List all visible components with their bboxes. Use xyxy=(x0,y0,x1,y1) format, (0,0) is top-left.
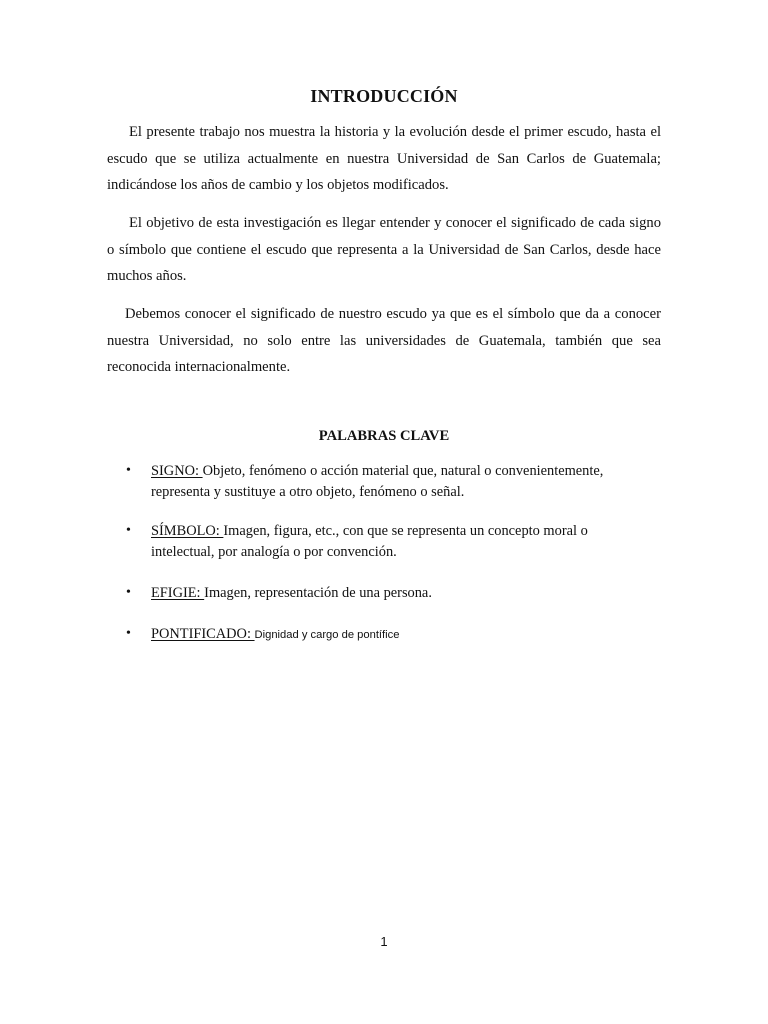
page-title: INTRODUCCIÓN xyxy=(310,86,458,106)
bullet-icon: • xyxy=(126,523,131,538)
keywords-heading: PALABRAS CLAVE xyxy=(318,428,450,444)
keyword-entry xyxy=(151,461,646,502)
keyword-term: PONTIFICADO: xyxy=(151,626,255,642)
keyword-entry xyxy=(151,624,646,646)
keyword-definition: Objeto, fenómeno o acción material que, natural o convenientemente, representa y sustituye a otro objeto, fenómeno o señal. xyxy=(151,463,604,500)
intro-paragraph-1: El presente trabajo nos muestra la historia y la evolución desde el primer escudo, hasta el escudo que se utiliza actualmente en nuestra Universidad de San Carlos de Guatemala; indicándose los años de cambio y los objetos modificados. xyxy=(107,124,661,193)
intro-paragraph-2: El objetivo de esta investigación es llegar entender y conocer el significado de cada signo o símbolo que contiene el escudo que representa a la Universidad de San Carlos, desde hace muchos años. xyxy=(107,215,661,284)
bullet-icon: • xyxy=(126,463,131,478)
keyword-definition: Imagen, figura, etc., con que se representa un concepto moral o intelectual, por analogía o por convención. xyxy=(151,523,588,560)
keyword-entry xyxy=(151,583,646,604)
bullet-icon: • xyxy=(126,626,131,641)
keyword-term: EFIGIE: xyxy=(151,585,205,601)
keyword-term: SIGNO: xyxy=(151,463,203,479)
page-number: 1 xyxy=(380,934,388,949)
bullet-icon: • xyxy=(126,585,131,600)
keyword-definition: Dignidad y cargo de pontífice xyxy=(254,629,400,641)
keyword-term: SÍMBOLO: xyxy=(151,523,224,539)
keyword-definition: Imagen, representación de una persona. xyxy=(204,585,432,601)
intro-paragraph-3: Debemos conocer el significado de nuestro escudo ya que es el símbolo que da a conocer nuestra Universidad, no solo entre las universidades de Guatemala, también que sea reconocida internacionalmente. xyxy=(107,306,661,375)
keyword-entry xyxy=(151,521,646,562)
